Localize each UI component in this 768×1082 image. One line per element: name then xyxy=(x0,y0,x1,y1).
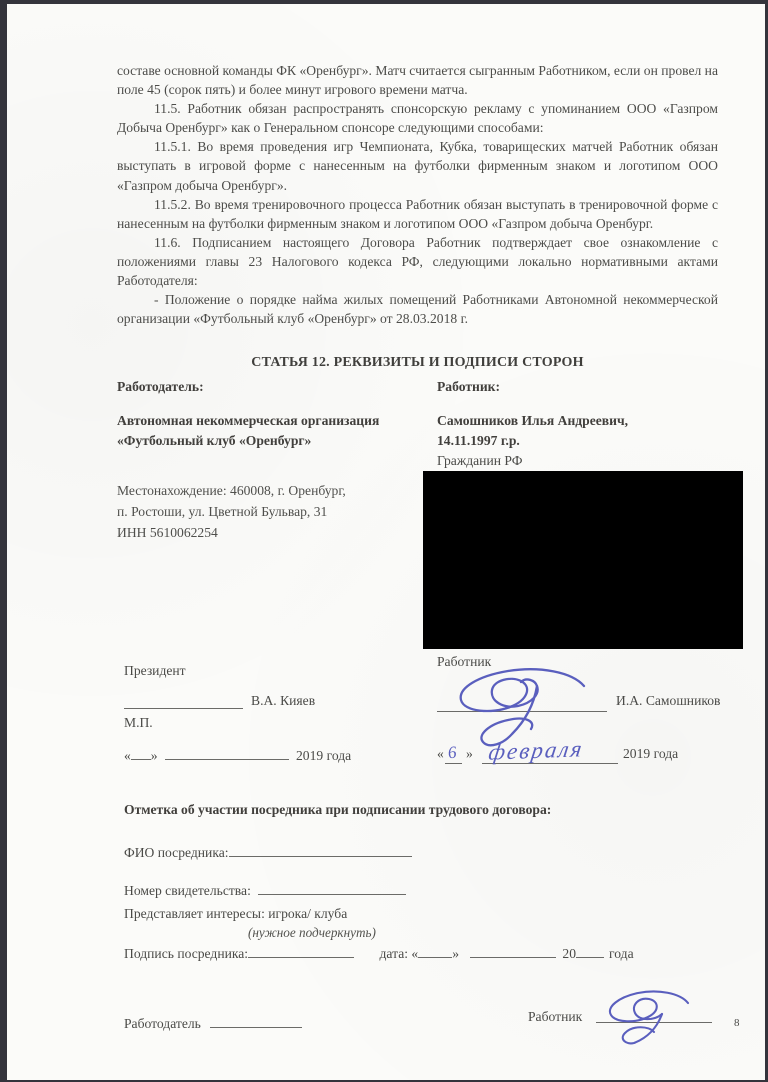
mediator-certificate-blank xyxy=(258,881,406,895)
footer-employee-signature-scribble xyxy=(588,986,706,1048)
employer-address-line1: Местонахождение: 460008, г. Оренбург, xyxy=(117,483,346,498)
footer-employer-blank xyxy=(210,1014,302,1028)
mediator-signature-label: Подпись посредника: xyxy=(124,946,249,961)
mediator-date-close-quote: » xyxy=(452,946,460,961)
paragraph-11-5: 11.5. Работник обязан распространять спонсорскую рекламу с упоминанием ООО «Газпром Добыча Оренбург» как о Генеральном спонсоре следующими способами: xyxy=(117,101,718,136)
paragraph-11-5-1: 11.5.1. Во время проведения игр Чемпионата, Кубка, товарищеских матчей Работник обязан выступать в игровой форме с нанесенным на футболки фирменным знаком и логотипом ООО «Газпром добыча Оренбург». xyxy=(117,139,718,193)
employer-column-label: Работодатель: xyxy=(117,379,204,394)
employee-details xyxy=(437,411,717,471)
stamp-placeholder-label: М.П. xyxy=(124,715,153,730)
employer-inn: ИНН 5610062254 xyxy=(117,524,218,540)
mediator-date-label: дата: « xyxy=(379,946,419,961)
mediator-fio-label: ФИО посредника: xyxy=(124,845,229,860)
employee-date-year: 2019 года xyxy=(623,746,679,761)
employer-name: Автономная некоммерческая организация «Футбольный клуб «Оренбург» xyxy=(117,413,380,448)
employee-birthdate: 14.11.1997 г.р. xyxy=(437,433,520,448)
president-signature-line xyxy=(124,708,243,709)
mediator-year-suffix: года xyxy=(609,946,634,961)
mediator-interests-row xyxy=(124,906,347,922)
employer-date-row xyxy=(124,746,351,764)
mediator-underline-note: (нужное подчеркнуть) xyxy=(248,925,376,940)
mediator-fio-row xyxy=(124,843,412,861)
article-12-heading: СТАТЬЯ 12. РЕКВИЗИТЫ И ПОДПИСИ СТОРОН xyxy=(251,355,584,370)
employer-date-month-blank xyxy=(165,746,289,760)
employer-address-line2: п. Ростоши, ул. Цветной Бульвар, 31 xyxy=(117,503,328,519)
footer-employee-label: Работник xyxy=(528,1009,583,1024)
employee-date-open-quote: « xyxy=(437,746,444,761)
employer-date-open-quote: « xyxy=(124,748,131,763)
paragraph-match-rule: составе основной команды ФК «Оренбург». Матч считается сыгранным Работником, если он провел на поле 45 (сорок пять) и более минут игрового времени матча. xyxy=(117,63,718,98)
employee-citizenship: Гражданин РФ xyxy=(437,453,523,468)
employee-column-label: Работник: xyxy=(437,379,501,394)
mediator-year-blank xyxy=(576,944,604,958)
footer-employee-row xyxy=(528,1009,582,1025)
mediator-certificate-row xyxy=(124,881,406,899)
employee-date-day-handwritten: 6 xyxy=(446,742,458,763)
mediator-date-month-blank xyxy=(470,944,556,958)
employer-date-year: 2019 года xyxy=(296,748,352,763)
paragraph-housing-regulation: - Положение о порядке найма жилых помещений Работниками Автономной некоммерческой организации «Футбольный клуб «Оренбург» от 28.03.2018 г. xyxy=(117,292,718,327)
redaction-box xyxy=(423,471,743,649)
employee-signature-label: Работник xyxy=(437,654,492,669)
footer-employer-row xyxy=(124,1014,302,1032)
president-name: В.А. Кияев xyxy=(251,693,316,708)
employer-date-close-quote: » xyxy=(150,748,158,763)
footer-employer-label: Работодатель xyxy=(124,1016,201,1031)
president-label: Президент xyxy=(124,663,186,678)
employee-date-month-handwritten: февраля xyxy=(487,736,586,765)
page-number: 8 xyxy=(734,1017,740,1029)
mediator-signature-row xyxy=(124,944,634,962)
mediator-fio-blank xyxy=(229,843,412,857)
employer-address xyxy=(117,481,346,543)
employee-name: Самошников Илья Андреевич, xyxy=(437,413,629,428)
employee-date-close-quote: » xyxy=(466,746,473,761)
paragraph-11-5-2: 11.5.2. Во время тренировочного процесса Работник обязан выступать в тренировочной форме с нанесенным на футболки фирменным знаком и логотипом ООО «Газпром добыча Оренбург. xyxy=(117,196,718,231)
employer-date-day-blank xyxy=(131,746,151,760)
mediator-certificate-label: Номер свидетельства: xyxy=(124,883,251,898)
mediator-year-prefix: 20 xyxy=(562,946,577,961)
contract-body-text xyxy=(117,61,718,328)
mediator-date-day-blank xyxy=(418,944,452,958)
paragraph-11-6: 11.6. Подписанием настоящего Договора Работник подтверждает свое ознакомление с положениями главы 23 Налогового кодекса РФ, следующими локально нормативными актами Работодателя: xyxy=(117,234,718,289)
employee-signature-name: И.А. Самошников xyxy=(616,693,721,708)
mediator-signature-blank xyxy=(248,944,354,958)
mediator-heading: Отметка об участии посредника при подписании трудового договора: xyxy=(124,802,552,817)
mediator-interests-label: Представляет интересы: игрока/ клуба xyxy=(124,906,348,921)
employee-date-day-line xyxy=(445,763,462,764)
employee-date-year-row xyxy=(623,746,678,762)
